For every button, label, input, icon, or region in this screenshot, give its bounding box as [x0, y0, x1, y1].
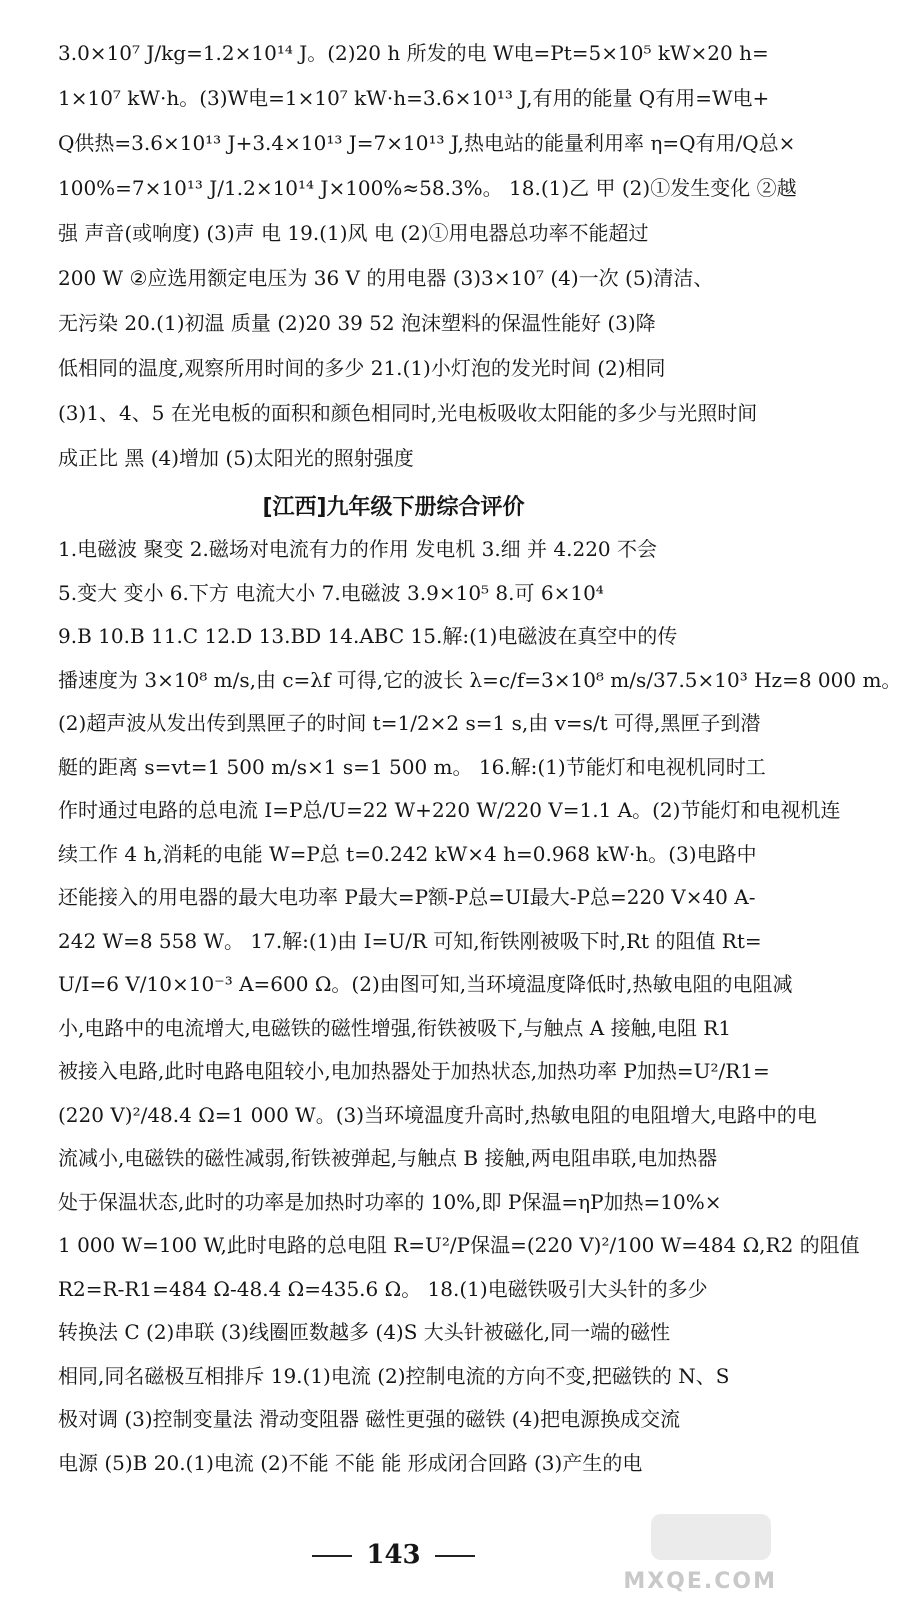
text-line: 电源 (5)B 20.(1)电流 (2)不能 不能 能 形成闭合回路 (3)产生的电	[58, 1450, 643, 1475]
text-line: 小,电路中的电流增大,电磁铁的磁性增强,衔铁被吸下,与触点 A 接触,电阻 R1	[58, 1015, 732, 1040]
text-line: 9.B 10.B 11.C 12.D 13.BD 14.ABC 15.解:(1)电磁波在真空中的传	[58, 624, 678, 648]
text-line: R2=R-R1=484 Ω-48.4 Ω=435.6 Ω。 18.(1)电磁铁吸引大头针的多少	[58, 1276, 708, 1301]
text-line: Q供热=3.6×10¹³ J+3.4×10¹³ J=7×10¹³ J,热电站的能量利用率 η=Q有用/Q总×	[58, 131, 796, 155]
text-line: 1×10⁷ kW·h。(3)W电=1×10⁷ kW·h=3.6×10¹³ J,有用的能量 Q有用=W电+	[58, 86, 770, 110]
text-line: 被接入电路,此时电路电阻较小,电加热器处于加热状态,加热功率 P加热=U²/R1=	[58, 1059, 770, 1083]
text-line: 转换法 C (2)串联 (3)线圈匝数越多 (4)S 大头针被磁化,同一端的磁性	[58, 1320, 671, 1344]
text-line: 流减小,电磁铁的磁性减弱,衔铁被弹起,与触点 B 接触,两电阻串联,电加热器	[58, 1146, 718, 1170]
watermark-text: MXQE.COM	[623, 1569, 777, 1594]
text-line: 处于保温状态,此时的功率是加热时功率的 10%,即 P保温=ηP加热=10%×	[58, 1189, 722, 1214]
text-line: 艇的距离 s=vt=1 500 m/s×1 s=1 500 m。 16.解:(1)节能灯和电视机同时工	[58, 754, 766, 779]
dash-left	[312, 1555, 352, 1557]
text-line: 242 W=8 558 W。 17.解:(1)由 I=U/R 可知,衔铁刚被吸下时,Rt 的阻值 Rt=	[58, 928, 762, 953]
text-line: 强 声音(或响度) (3)声 电 19.(1)风 电 (2)①用电器总功率不能超过	[58, 221, 649, 245]
text-line: 成正比 黑 (4)增加 (5)太阳光的照射强度	[58, 446, 414, 470]
text-line: (2)超声波从发出传到黑匣子的时间 t=1/2×2 s=1 s,由 v=s/t 可得,黑匣子到潜	[58, 711, 761, 735]
page-number-text: 143	[366, 1540, 421, 1570]
text-line: (220 V)²/48.4 Ω=1 000 W。(3)当环境温度升高时,热敏电阻的电阻增大,电路中的电	[58, 1102, 817, 1127]
text-line: 5.变大 变小 6.下方 电流大小 7.电磁波 3.9×10⁵ 8.可 6×10⁴	[58, 580, 604, 605]
text-line: 还能接入的用电器的最大电功率 P最大=P额-P总=UI最大-P总=220 V×40 A-	[58, 885, 756, 909]
text-line: 无污染 20.(1)初温 质量 (2)20 39 52 泡沫塑料的保温性能好 (3)降	[58, 311, 656, 335]
text-line: 1.电磁波 聚变 2.磁场对电流有力的作用 发电机 3.细 并 4.220 不会	[58, 537, 658, 561]
section-title: [江西]九年级下册综合评价	[262, 495, 525, 520]
text-line: 相同,同名磁极互相排斥 19.(1)电流 (2)控制电流的方向不变,把磁铁的 N、S	[58, 1363, 730, 1388]
text-line: 1 000 W=100 W,此时电路的总电阻 R=U²/P保温=(220 V)²/100 W=484 Ω,R2 的阻值	[58, 1233, 860, 1257]
text-line: 作时通过电路的总电流 I=P总/U=22 W+220 W/220 V=1.1 A。(2)节能灯和电视机连	[58, 798, 841, 822]
text-line: U/I=6 V/10×10⁻³ A=600 Ω。(2)由图可知,当环境温度降低时,热敏电阻的电阻减	[58, 972, 793, 996]
watermark-badge	[651, 1514, 771, 1560]
text-line: 低相同的温度,观察所用时间的多少 21.(1)小灯泡的发光时间 (2)相同	[58, 356, 666, 380]
text-line: 续工作 4 h,消耗的电能 W=P总 t=0.242 kW×4 h=0.968 kW·h。(3)电路中	[58, 841, 757, 866]
text-line: 3.0×10⁷ J/kg=1.2×10¹⁴ J。(2)20 h 所发的电 W电=Pt=5×10⁵ kW×20 h=	[58, 41, 769, 65]
text-line: 极对调 (3)控制变量法 滑动变阻器 磁性更强的磁铁 (4)把电源换成交流	[58, 1407, 681, 1431]
text-line: 200 W ②应选用额定电压为 36 V 的用电器 (3)3×10⁷ (4)一次 (5)清洁、	[58, 266, 714, 290]
text-line: (3)1、4、5 在光电板的面积和颜色相同时,光电板吸收太阳能的多少与光照时间	[58, 401, 758, 425]
dash-right	[435, 1555, 475, 1557]
text-line: 100%=7×10¹³ J/1.2×10¹⁴ J×100%≈58.3%。 18.(1)乙 甲 (2)①发生变化 ②越	[58, 176, 797, 200]
text-line: 播速度为 3×10⁸ m/s,由 c=λf 可得,它的波长 λ=c/f=3×10⁸ m/s/37.5×10³ Hz=8 000 m。	[58, 667, 901, 692]
